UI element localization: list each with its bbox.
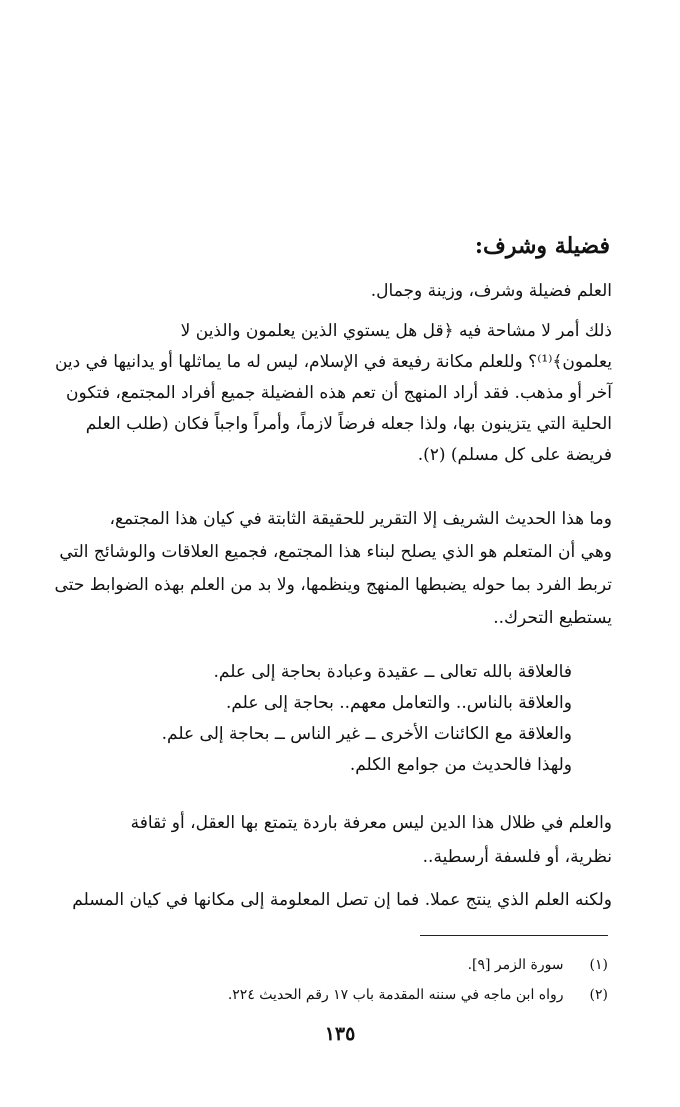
paragraph-line: والعلم في ظلال هذا الدين ليس معرفة باردة يتمتع بها العقل، أو ثقافة xyxy=(130,813,612,833)
footnote-2 xyxy=(228,981,608,1009)
footnote-1 xyxy=(468,951,608,979)
paragraph-line: الحلية التي يتزينون بها، ولذا جعله فرضاً لازماً، وأمراً واجباً فكان (طلب العلم xyxy=(85,414,612,434)
paragraph-line: وهي أن المتعلم هو الذي يصلح لبناء هذا المجتمع، فجميع العلاقات والوشائج التي xyxy=(59,542,612,562)
footnote-text: رواه ابن ماجه في سننه المقدمة باب ١٧ رقم الحديث ٢٢٤. xyxy=(227,987,564,1003)
paragraph-line: ولكنه العلم الذي ينتج عملا. فما إن تصل المعلومة إلى مكانها في كيان المسلم xyxy=(72,890,612,910)
paragraph-line: يعلمون﴾⁽¹⁾؟ وللعلم مكانة رفيعة في الإسلام، ليس له ما يماثلها أو يدانيها في دين xyxy=(54,352,612,372)
paragraph-line: ذلك أمر لا مشاحة فيه ﴿قل هل يستوي الذين يعلمون والذين لا xyxy=(180,321,612,341)
page-number: ١٣٥ xyxy=(324,1023,356,1045)
footnote-text: سورة الزمر [٩]. xyxy=(467,957,564,973)
list-item: ولهذا فالحديث من جوامع الكلم. xyxy=(349,755,572,775)
list-item: والعلاقة بالناس.. والتعامل معهم.. بحاجة إلى علم. xyxy=(225,693,572,713)
footnote-number: (١) xyxy=(589,957,608,973)
paragraph-line: تربط الفرد بما حوله يضبطها المنهج وينظمها، ولا بد من العلم بهذه الضوابط حتى xyxy=(54,575,612,595)
relations-list xyxy=(70,657,572,781)
paragraph-action xyxy=(70,883,612,917)
paragraph-intro xyxy=(70,272,612,310)
list-item: والعلاقة مع الكائنات الأخرى ــ غير الناس ــ بحاجة إلى علم. xyxy=(161,724,572,744)
paragraph-knowledge xyxy=(70,806,612,874)
paragraph-line: فريضة على كل مسلم) (٢). xyxy=(417,445,612,465)
footnote-number: (٢) xyxy=(589,987,608,1003)
footnote-separator xyxy=(420,935,608,936)
paragraph-hadith xyxy=(54,503,612,635)
paragraph-line: آخر أو مذهب. فقد أراد المنهج أن تعم هذه الفضيلة جميع أفراد المجتمع، فتكون xyxy=(66,383,612,403)
paragraph-quran xyxy=(54,316,612,471)
list-item: فالعلاقة بالله تعالى ــ عقيدة وعبادة بحاجة إلى علم. xyxy=(213,662,572,682)
paragraph-line: يستطيع التحرك.. xyxy=(493,608,612,628)
section-heading: فضيلة وشرف: xyxy=(474,233,610,259)
paragraph-line: نظرية، أو فلسفة أرسطية.. xyxy=(422,847,612,867)
paragraph-line: العلم فضيلة وشرف، وزينة وجمال. xyxy=(370,281,612,301)
paragraph-line: وما هذا الحديث الشريف إلا التقرير للحقيقة الثابتة في كيان هذا المجتمع، xyxy=(109,509,612,529)
